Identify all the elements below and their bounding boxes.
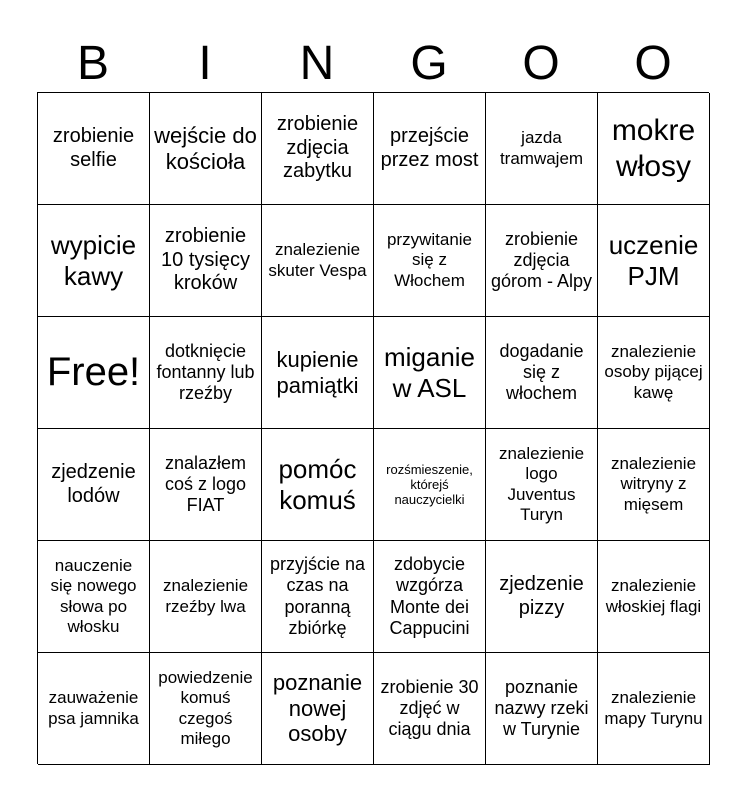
bingo-grid [37,92,709,764]
bingo-cell[interactable] [262,205,374,317]
bingo-cell[interactable] [150,205,262,317]
cell-text: uczenie PJM [608,229,699,291]
bingo-cell[interactable] [598,429,710,541]
cell-text: poznanie nazwy rzeki w Turynie [494,676,589,740]
cell-text: rozśmieszenie, którejś nauczycielki [386,461,473,508]
bingo-cell[interactable] [262,317,374,429]
cell-text: znalezienie mapy Turynu [604,688,703,728]
cell-text: wypicie kawy [50,229,137,291]
bingo-cell[interactable] [598,541,710,653]
bingo-cell[interactable] [486,541,598,653]
cell-text: przywitanie się z Włochem [386,230,473,290]
cell-text: znalezienie osoby pijącej kawę [604,342,703,402]
bingo-cell[interactable] [598,93,710,205]
cell-text: zjedzenie pizzy [499,572,584,619]
cell-text: znalezienie rzeźby lwa [162,576,249,616]
cell-text: zrobienie zdjęcia zabytku [276,113,359,183]
bingo-cell[interactable] [150,317,262,429]
free-space-cell[interactable] [38,317,150,429]
bingo-cell[interactable] [262,93,374,205]
bingo-cell[interactable] [38,429,150,541]
bingo-cell[interactable] [374,93,486,205]
bingo-cell[interactable] [486,205,598,317]
cell-text: poznanie nowej osoby [272,669,363,747]
bingo-cell[interactable] [374,429,486,541]
cell-text: nauczenie się nowego słowa po włosku [50,556,137,636]
cell-text: znalezienie włoskiej flagi [605,576,702,616]
cell-text: mokre włosy [611,114,696,183]
cell-text: dogadanie się z włochem [499,340,584,404]
bingo-cell[interactable] [374,317,486,429]
bingo-cell[interactable] [262,541,374,653]
bingo-cell[interactable] [262,653,374,765]
header-letter-g: G [410,37,448,90]
cell-text: zdobycie wzgórza Monte dei Cappucini [389,554,470,638]
free-space-text: Free! [46,349,141,394]
cell-text: znalezienie skuter Vespa [268,240,367,280]
cell-text: znalazłem coś z logo FIAT [164,452,247,516]
bingo-cell[interactable] [38,541,150,653]
cell-text: znalezienie witryny z mięsem [610,454,697,514]
cell-text: powiedzenie komuś czegoś miłego [158,668,253,748]
cell-text: zrobienie selfie [52,124,135,171]
cell-text: zrobienie 30 zdjęć w ciągu dnia [380,676,479,740]
bingo-cell[interactable] [374,653,486,765]
cell-text: zauważenie psa jamnika [48,688,139,728]
bingo-cell[interactable] [38,653,150,765]
bingo-cell[interactable] [486,93,598,205]
bingo-header [37,36,709,92]
header-letter-i: I [198,37,212,90]
header-letter-o2: O [634,37,672,90]
cell-text: pomóc komuś [278,453,357,515]
header-letter-n: N [299,37,335,90]
bingo-cell[interactable] [38,93,150,205]
cell-text: przejście przez most [380,124,479,171]
cell-text: zrobienie zdjęcia górom - Alpy [490,228,593,292]
header-letter-o: O [522,37,560,90]
bingo-cell[interactable] [374,541,486,653]
cell-text: przyjście na czas na poranną zbiórkę [269,554,366,638]
bingo-cell[interactable] [150,429,262,541]
bingo-cell[interactable] [486,317,598,429]
bingo-cell[interactable] [150,93,262,205]
bingo-cell[interactable] [486,429,598,541]
bingo-cell[interactable] [598,653,710,765]
bingo-cell[interactable] [486,653,598,765]
bingo-cell[interactable] [262,429,374,541]
bingo-cell[interactable] [150,541,262,653]
bingo-cell[interactable] [598,205,710,317]
cell-text: znalezienie logo Juventus Turyn [498,444,585,524]
cell-text: zrobienie 10 tysięcy kroków [161,225,250,295]
bingo-cell[interactable] [598,317,710,429]
cell-text: miganie w ASL [383,341,476,403]
bingo-cell[interactable] [374,205,486,317]
bingo-cell[interactable] [38,205,150,317]
header-letter-b: B [76,37,109,90]
cell-text: jazda tramwajem [499,128,584,168]
cell-text: kupienie pamiątki [276,346,359,398]
cell-text: dotknięcie fontanny lub rzeźby [156,340,255,404]
cell-text: zjedzenie lodów [51,460,136,507]
cell-text: wejście do kościoła [154,122,257,174]
bingo-cell[interactable] [150,653,262,765]
